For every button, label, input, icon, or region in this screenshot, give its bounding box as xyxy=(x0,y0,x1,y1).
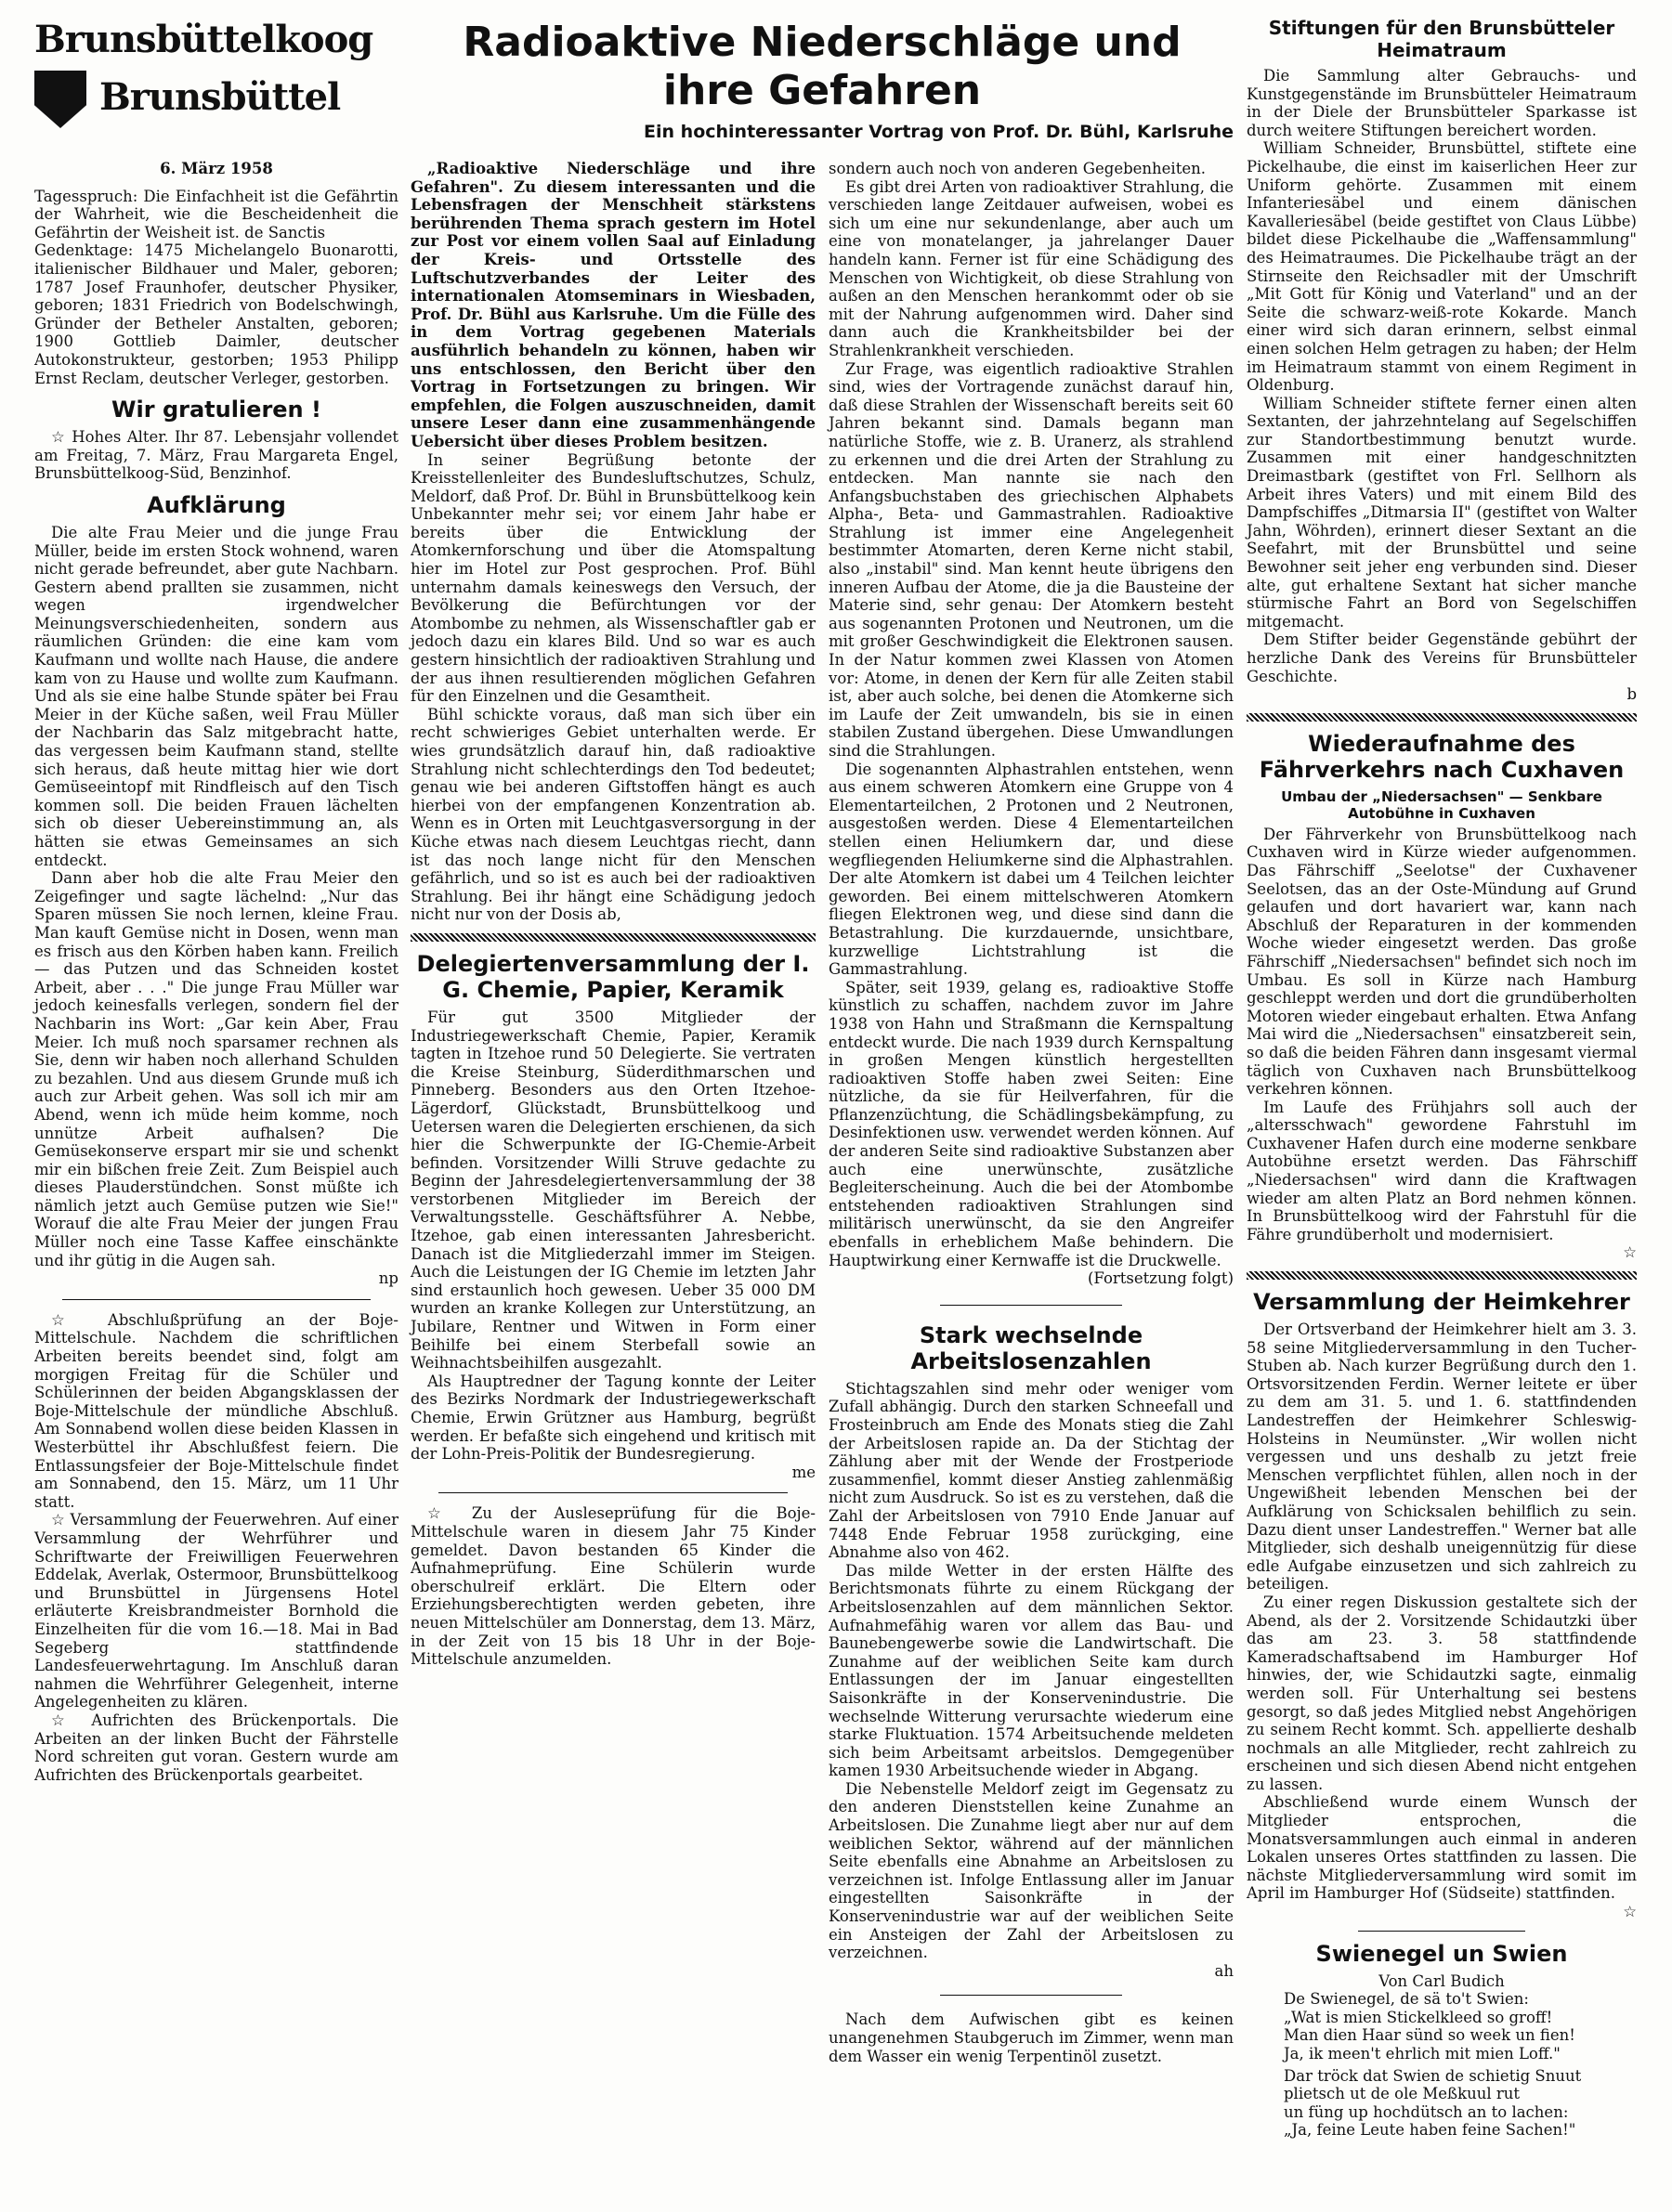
poem-line: De Swienegel, de sä to't Swien: xyxy=(1284,1990,1529,2009)
author-sign: np xyxy=(378,1269,398,1288)
paragraph: Es gibt drei Arten von radioaktiver Strahlung, die verschieden lange Zeitdauer aufweisen, wobei es sich um eine nur sekundenlange, aber auch um eine von monatelanger, ja jahrelanger Dauer handeln kann. Ferner ist für eine Schädigung des Menschen von Wichtigkeit, ob diese Strahlung von außen an den Menschen herankommt oder ob sie mit der Nahrung aufgenommen wird. Daher sind dann auch die Krankheitsbilder bei der Strahlenkrankheit verschieden. xyxy=(829,177,1234,359)
subheadline-radioaktive: Ein hochinteressanter Vortrag von Prof. Dr. Bühl, Karlsruhe xyxy=(644,122,1234,142)
gedenktage: Gedenktage: 1475 Michelangelo Buonarotti, italienischer Bildhauer und Maler, geboren; 1787 Josef Fraunhofer, deutscher Physiker, geboren; 1831 Friedrich von Bodelschwingh, Gründer der Betheler Anstalten, geboren; 1900 Gottlieb Daimler, deutscher Autokonstrukteur, gestorben; 1953 Philipp Ernst Reclam, deutscher Verleger, gestorben. xyxy=(34,241,398,387)
poem-line: „Ja, feine Leute haben feine Sachen!" xyxy=(1284,2121,1576,2140)
middle-columns xyxy=(411,160,1234,2065)
divider xyxy=(1247,1271,1637,1280)
headline-heimkehrer: Versammlung der Heimkehrer xyxy=(1253,1289,1630,1316)
poem-title: Swienegel un Swien xyxy=(1315,1940,1568,1967)
column-2 xyxy=(411,160,816,2065)
paragraph: Der Ortsverband der Heimkehrer hielt am 3. 3. 58 seine Mitgliederversammlung in den Tucher-Stuben ab. Nach kurzer Begrüßung durch den 1. Ortsvorsitzenden Ferdin. Werner leitete er über zu dem am 31. 5. und 1. 6. stattfindenden Landestreffen der Heimkehrer Schleswig-Holsteins in Neumünster. „Wir wollen nicht vergessen und uns deshalb zu jetzt freie Menschen verpflichtet fühlen, allen noch in der Ungewißheit lebenden Menschen bei der Aufklärung von Schicksalen behilflich zu sein. Dazu dient unser Landestreffen." Werner bat alle Mitglieder, sich deshalb uneigennützig für diese edle Aufgabe einzusetzen und sich zahlreich zu beteiligen. xyxy=(1247,1321,1637,1594)
paragraph: Bühl schickte voraus, daß man sich über ein recht schwieriges Gebiet unterhalten werde. Er wies grundsätzlich darauf hin, daß radioaktive Strahlung nicht schlechterdings den Tod bedeutet; genau wie bei anderen Giftstoffen hängt es auch hierbei von der empfangenen Konzentration ab. Wenn es in Orten mit Leuchtgasversorgung in der Küche etwas nach diesem Leuchtgas riecht, dann ist das noch lange nicht für den Menschen gefährlich, und so ist es auch bei der radioaktiven Strahlung. Bei ihr hängt eine Schädigung jedoch nicht nur von der Dosis ab, xyxy=(411,705,816,924)
continued-note: (Fortsetzung folgt) xyxy=(1088,1269,1234,1288)
paragraph: Die Nebenstelle Meldorf zeigt im Gegensatz zu den anderen Dienststellen keine Zunahme an Arbeitslosen. Die Zunahme liegt aber nur auf dem weiblichen Sektor, während auf der männlichen Seite ebenfalls eine Abnahme an Arbeitslosen zu verzeichnen ist. Infolge Entlassung aller im Januar eingestellten Saisonkräfte in der Konservenindustrie war auf der weiblichen Seite ein Ansteigen der Zahl der Arbeitslosen zu verzeichnen. xyxy=(829,1779,1234,1962)
local-note: ☆ Aufrichten des Brückenportals. Die Arbeiten an der linken Bucht der Fährstelle Nord schreiten gut voran. Gestern wurde am Aufrichten des Brückenportals gearbeitet. xyxy=(34,1711,398,1784)
poem xyxy=(1247,1990,1637,2140)
star-icon: ☆ xyxy=(1623,1903,1637,1921)
paragraph: William Schneider, Brunsbüttel, stiftete eine Pickelhaube, die einst im kaiserlichen Heer zur Uniform gehörte. Zusammen mit einem Infanteriesäbel und einem dänischen Kavalleriesäbel (beide gestiftet von Claus Lübbe) bildet diese Pickelhaube die „Waffensammlung" des Heimatraumes. Die Pickelhaube trägt an der Stirnseite den Reichsadler mit der Umschrift „Mit Gott für König und Vaterland" und an der Seite die schwarz-weiß-rote Kokarde. Manch einer wird sich daran erinnern, selbst einmal einen solchen Helm getragen zu haben; der Helm im Heimatraum stammt von einem Regiment in Oldenburg. xyxy=(1247,139,1637,395)
middle-section xyxy=(411,19,1234,2065)
paragraph: Zur Frage, was eigentlich radioaktive Strahlen sind, wies der Vortragende zunächst darauf hin, daß diese Strahlen der Wissenschaft bereits seit 60 Jahren bekannt sind. Damals begann man natürliche Stoffe, wie z. B. Uranerz, als strahlend zu erkennen und die drei Arten der Strahlung zu entdecken. Man nannte sie nach den Anfangsbuchstaben des griechischen Alphabets Alpha-, Beta- und Gammastrahlen. Radioaktive Strahlung ist immer eine Angelegenheit bestimmter Atomarten, deren Kerne nicht stabil, also „instabil" sind. Man kennt heute übrigens den inneren Aufbau der Atome, die ja die Bausteine der Materie sind, sehr genau: Der Atomkern besteht aus sogenannten Protonen und Neutronen, um die mit großer Geschwindigkeit die Elektronen sausen. In der Natur kommen zwei Klassen von Atomen vor: Atome, in denen der Kern für alle Zeiten stabil ist, aber auch solche, bei denen die Atomkerne sich im Laufe der Zeit umwandeln, bis sie in einen stabilen Zustand übergehen. Diese Umwandlungen sind die Strahlungen. xyxy=(829,359,1234,760)
column-3 xyxy=(829,160,1234,2065)
poem-line: Dar tröck dat Swien de schietig Snuut xyxy=(1284,2066,1582,2085)
column-4 xyxy=(1247,17,1637,2140)
poem-line: „Wat is mien Stickelkleed so groff! xyxy=(1284,2008,1553,2026)
paragraph: Für gut 3500 Mitglieder der Industriegewerkschaft Chemie, Papier, Keramik tagten in Itzehoe rund 50 Delegierte. Sie vertraten die Kreise Steinburg, Süderdithmarschen und Pinneberg. Besonders aus den Orten Itzehoe-Lägerdorf, Glückstadt, Brunsbüttelkoog und Uetersen waren die Delegierten erschienen, da sich hier die Schwerpunkte der IG-Chemie-Arbeit befinden. Vorsitzender Willi Struve gedachte zu Beginn der Jahresdelegiertenversammlung der 38 verstorbenen Mitglieder im Bereich der Verwaltungsstelle. Geschäftsführer A. Nebbe, Itzehoe, gab einen interessanten Jahresbericht. Danach ist die Mitgliederzahl immer im Steigen. Auch die Leistungen der IG Chemie im letzten Jahr sind erstaunlich hoch gewesen. Ueber 35 000 DM wurden an kranke Kollegen zur Unterstützung, an Jubilare, Rentner und Witwen in Form einer Beihilfe bei einem Sterbefall sowie an Weihnachtsbeihilfen ausgezahlt. xyxy=(411,1008,816,1373)
paragraph: William Schneider stiftete ferner einen alten Sextanten, der jahrzehntelang auf Segelschiffen zur Standortbestimmung benutzt wurde. Zusammen mit einer handgeschnitzten Dreimastbark (gestiftet von Frl. Sellhorn als Arbeit ihres Vaters) und mit einem Bild des Dampfschiffes „Ditmarsia II" (gestiftet von Walter Jahn, Wöhrden), erinnert dieser Sextant an die Seefahrt, mit der Brunsbüttel und seine Bewohner seit jeher eng verbunden sind. Dieser alte, gut erhaltene Sextant hat sicher manche stürmische Fahrt an Bord von Segelschiffen mitgemacht. xyxy=(1247,394,1637,631)
headline-aufklaerung: Aufklärung xyxy=(147,491,286,518)
headline-gratulieren: Wir gratulieren ! xyxy=(111,397,321,423)
paragraph: Als Hauptredner der Tagung konnte der Leiter des Bezirks Nordmark der Industriegewerkschaft Chemie, Erwin Grützner aus Hamburg, begrüßt werden. Er befaßte sich eingehend und kritisch mit der Lohn-Preis-Politik der Bundesregierung. xyxy=(411,1372,816,1464)
headline-stiftungen: Stiftungen für den Brunsbütteler Heimatraum xyxy=(1268,17,1615,61)
tagesspruch: Tagesspruch: Die Einfachheit ist die Gefährtin der Wahrheit, wie die Bescheidenheit die Gefährtin der Weisheit ist. de Sanctis xyxy=(34,187,398,241)
paragraph: Zu einer regen Diskussion gestaltete sich der Abend, als der 2. Vorsitzende Schidautzki über das am 23. 3. 58 stattfindende Kameradschaftsabend im Hamburger Hof hinwies, der, wie Schidautzki sagte, einmalig werden soll. Für Unterhaltung sei bestens gesorgt, so daß jedes Mitglied nebst Angehörigen zu seinem Recht kommt. Sch. appellierte deshalb nochmals an alle Mitglieder, recht zahlreich zu erscheinen und sich diesen Abend nicht entgehen zu lassen. xyxy=(1247,1593,1637,1793)
local-note: ☆ Versammlung der Feuerwehren. Auf einer Versammlung der Wehrführer und Schriftwarte der Freiwilligen Feuerwehren Eddelak, Averlak, Ostermoor, Brunsbüttelkoog und Brunsbüttel in Jürgensens Hotel erläuterte Kreisbrandmeister Bornhold die Einzelheiten für die vom 16.—18. Mai in Bad Segeberg stattfindende Landesfeuerwehrtagung. Im Anschluß daran nahmen die Wehrführer Gelegenheit, interne Angelegenheiten zu klären. xyxy=(34,1511,398,1711)
column-local xyxy=(34,0,398,1784)
paragraph: Dem Stifter beider Gegenstände gebührt der herzliche Dank des Vereins für Brunsbütteler Geschichte. xyxy=(1247,631,1637,685)
divider xyxy=(1247,713,1637,722)
article-lead: „Radioaktive Niederschläge und ihre Gefahren". Zu diesem interessanten und die Lebensfragen der Menschheit stärkstens berührenden Thema sprach gestern im Hotel zur Post vor einem vollen Saal auf Einladung der Kreis- und Ortsstelle des Luftschutzverbandes der Leiter des internationalen Atomseminars in Wiesbaden, Prof. Dr. Bühl aus Karlsruhe. Um die Fülle des in dem Vortrag gegebenen Materials ausführlich behandeln zu können, haben wir uns entschlossen, den Bericht über den Vortrag in Fortsetzungen zu bringen. Wir empfehlen, die Folgen auszuschneiden, damit unsere Leser dann eine zusammenhängende Uebersicht über dieses Problem besitzen. xyxy=(411,160,816,450)
divider xyxy=(411,933,816,942)
paragraph: Der Fährverkehr von Brunsbüttelkoog nach Cuxhaven wird in Kürze wieder aufgenommen. Das Fährschiff „Seelotse" der Cuxhavener Seelotsen, das an der Oste-Mündung auf Grund gelaufen und dort havariert war, kann nach Abschluß der Reparaturen in der kommenden Woche wieder eingesetzt werden. Das große Fährschiff „Niedersachsen" befindet sich noch im Umbau. Es soll in Kürze nach Hamburg geschleppt werden und dort die grundüberholten Motoren wieder eingebaut erhalten. Etwa Anfang Mai wird die „Niedersachsen" einsatzbereit sein, so daß die beiden Fähren dann insgesamt viermal täglich von Cuxhaven nach Brunsbüttelkoog verkehren können. xyxy=(1247,825,1637,1099)
tip-note: Nach dem Aufwischen gibt es keinen unangenehmen Staubgeruch im Zimmer, wenn man dem Wasser ein wenig Terpentinöl zusetzt. xyxy=(829,2010,1234,2065)
paragraph: Später, seit 1939, gelang es, radioaktive Stoffe künstlich zu schaffen, nachdem zuvor im Jahre 1938 von Hahn und Straßmann die Kernspaltung entdeckt wurde. Die nach 1939 durch Kernspaltung in großen Mengen künstlich hergestellten radioaktiven Stoffe haben zwei Seiten: Eine nützliche, da sie für Heilverfahren, für die Pflanzenzüchtung, die Schädlingsbekämpfung, zu Desinfektionen usw. verwendet werden können. Auf der anderen Seite sind radioaktive Substanzen aber auch eine unerwünschte, zusätzliche Begleiterscheinung. Auch die bei der Atombombe entstehenden radioaktiven Strahlungen sind militärisch unerwünscht, da sie den Angreifer ebenfalls in erheblichem Maße behindern. Die Hauptwirkung einer Kernwaffe ist die Druckwelle. xyxy=(829,978,1234,1269)
paragraph: Stichtagszahlen sind mehr oder weniger vom Zufall abhängig. Durch den starken Schneefall und Frosteinbruch am Ende des Monats stieg die Zahl der Arbeitslosen rapide an. Da der Stichtag der Zählung aber mit der Wende der Frostperiode zusammenfiel, kommt dieser Anstieg zahlenmäßig nicht zum Ausdruck. So ist es zu verstehen, daß die Zahl der Arbeitslosen von 7910 Ende Januar auf 7448 Ende Februar 1958 zurückging, eine Abnahme also von 462. xyxy=(829,1379,1234,1562)
paragraph: Abschließend wurde einem Wunsch der Mitglieder entsprochen, die Monatsversammlungen auch einmal in anderen Lokalen unseres Ortes stattfinden zu lassen. Die nächste Mitgliederversammlung wird somit im April im Hamburger Hof (Südseite) stattfinden. xyxy=(1247,1793,1637,1903)
poem-author: Von Carl Budich xyxy=(1378,1971,1505,1990)
divider xyxy=(1358,1931,1525,1932)
author-sign: me xyxy=(791,1463,816,1481)
poem-line: Man dien Haar sünd so week un fien! xyxy=(1284,2026,1575,2045)
divider xyxy=(438,1492,788,1493)
author-sign: ah xyxy=(1214,1961,1234,1980)
subheadline-faehrverkehr: Umbau der „Niedersachsen" — Senkbare Autobühne in Cuxhaven xyxy=(1281,787,1602,822)
masthead-line1: Brunsbüttelkoog xyxy=(34,18,373,61)
paragraph: Die alte Frau Meier und die junge Frau Müller, beide im ersten Stock wohnend, waren nicht gerade befreundet, aber gute Nachbarn. Gestern abend prallten sie zusammen, nicht wegen irgendwelcher Meinungsverschiedenheiten, sondern aus räumlichen Gründen: die eine kam vom Kaufmann und wollte nach Hause, die andere kam von zu Hause und wollte zum Kaufmann. Und als sie eine halbe Stunde später bei Frau Meier in der Küche saßen, weil Frau Müller der Nachbarin das Salz mitgebracht hatte, das vergessen beim Kaufmann stand, stellte sich heraus, daß heute mittag hier wie dort Gemüseeintopf mit Rindfleisch auf den Tisch kommen soll. Die beiden Frauen lächelten sich ob dieser Uebereinstimmung an, als hätten sie etwas Gemeinsames an sich entdeckt. xyxy=(34,523,398,869)
coat-of-arms-icon xyxy=(34,71,86,128)
local-note: ☆ Abschlußprüfung an der Boje-Mittelschule. Nachdem die schriftlichen Arbeiten bereits beendet sind, folgt am morgigen Freitag für die Schüler und Schülerinnen der beiden Abgangsklassen der Boje-Mittelschule der mündliche Abschluß. Am Sonnabend wollen diese beiden Klassen in Westerbüttel ihr Abschlußfest feiern. Die Entlassungsfeier der Boje-Mittelschule findet am Sonnabend, den 15. März, um 11 Uhr statt. xyxy=(34,1310,398,1511)
headline-radioaktive: Radioaktive Niederschläge und ihre Gefahren xyxy=(463,19,1182,114)
divider xyxy=(940,1995,1122,1996)
headline-arbeitslosen: Stark wechselnde Arbeitslosenzahlen xyxy=(910,1321,1152,1374)
masthead xyxy=(34,17,398,137)
paragraph: Das milde Wetter in der ersten Hälfte des Berichtsmonats führte zu einem Rückgang der Arbeitslosenzahlen auf dem männlichen Sektor. Aufnahmefähig waren vor allem das Bau- und Baunebengewerbe sowie die Landwirtschaft. Die Zunahme auf der weiblichen Seite kam durch Entlassungen der im Januar eingestellten Saisonkräfte in der Konservenindustrie. Die wechselnde Witterung verursachte wiederum eine starke Fluktuation. 1574 Arbeitsuchende meldeten sich beim Arbeitsamt arbeitslos. Demgegenüber kamen 1930 Arbeitsuchende wieder in Abgang. xyxy=(829,1561,1234,1780)
poem-line: plietsch ut de ole Meßkuul rut xyxy=(1284,2085,1520,2103)
author-sign: b xyxy=(1626,685,1637,704)
poem-line: un füng up hochdütsch an to lachen: xyxy=(1284,2102,1569,2121)
local-note: ☆ Zu der Ausleseprüfung für die Boje-Mittelschule waren in diesem Jahr 75 Kinder gemeldet. Davon bestanden 65 Kinder die Aufnahmeprüfung. Eine Schülerin wurde oberschulreif erklärt. Die Eltern oder Erziehungsberechtigten werden gebeten, ihre neuen Mittelschüler am Donnerstag, dem 13. März, in der Zeit von 15 bis 18 Uhr in der Boje-Mittelschule anzumelden. xyxy=(411,1504,816,1669)
masthead-line2: Brunsbüttel xyxy=(99,75,341,119)
star-icon: ☆ xyxy=(1623,1243,1637,1262)
paragraph: In seiner Begrüßung betonte der Kreisstellenleiter des Bundesluftschutzes, Schulz, Meldorf, daß Prof. Dr. Bühl in Brunsbüttelkoog kein Unbekannter mehr sei; vor einem Jahr habe er bereits über die Entwicklung der Atomkernforschung und über die Atomspaltung hier im Hotel zur Post gesprochen. Prof. Bühl unternahm damals keineswegs den Versuch, der Bevölkerung die Befürchtungen vor der Atombombe zu nehmen, als Wissenschaftler gab er jedoch dazu ein klares Bild. Und so war es auch gestern hinsichtlich der radioaktiven Strahlung und der aus ihnen resultierenden möglichen Gefahren für den Einzelnen und die Gesamtheit. xyxy=(411,450,816,706)
poem-line: Ja, ik meen't ehrlich mit mien Loff." xyxy=(1284,2045,1561,2062)
paragraph: Die Sammlung alter Gebrauchs- und Kunstgegenstände im Brunsbütteler Heimatraum in der Diele der Brunsbütteler Sparkasse ist durch weitere Stiftungen bereichert worden. xyxy=(1247,67,1637,139)
divider xyxy=(940,1305,1122,1306)
headline-delegierten: Delegiertenversammlung der I. G. Chemie, Papier, Keramik xyxy=(416,950,810,1003)
paragraph: Die sogenannten Alphastrahlen entstehen, wenn aus einem schweren Atomkern eine Gruppe von 4 Elementarteilchen, 2 Protonen und 2 Neutronen, ausgestoßen werden. Diese 4 Elementarteilchen stellen einen Heliumkern dar, und diese wegfliegenden Heliumkerne sind die Alphastrahlen. Der alte Atomkern ist dabei um 4 Teilchen leichter geworden. Bei einem mittelschweren Atomkern fliegen Elektronen weg, und diese sind dann die Betastrahlung. Die kurzdauernde, unsichtbare, kurzwellige Lichtstrahlung ist die Gammastrahlung. xyxy=(829,760,1234,979)
radio-header xyxy=(411,19,1234,143)
paragraph: Dann aber hob die alte Frau Meier den Zeigefinger und sagte lächelnd: „Nur das Sparen müssen Sie noch lernen, kleine Frau. Man kauft Gemüse nicht in Dosen, wenn man es frisch aus den Körben haben kann. Freilich — das Putzen und das Schneiden kostet Arbeit, aber . . ." Die junge Frau Müller war jedoch keinesfalls verlegen, sondern fiel der Nachbarin ins Wort: „Gar kein Aber, Frau Meier. Ich muß noch sparsamer rechnen als Sie, denn wir haben noch allerhand Schulden zu bezahlen. Und aus diesem Grunde muß ich auch zur Arbeit gehen. Was soll ich mir am Abend, wenn ich müde heim komme, noch unnütze Arbeit aufhalsen? Die Gemüsekonserve erspart mir sie und schenkt mir ein bißchen freie Zeit. Zum Beispiel auch dieses Plauderstündchen. Sonst müßte ich nämlich jetzt auch Gemüse putzen wie Sie!" Worauf die alte Frau Meier der jungen Frau Müller noch eine Tasse Kaffee einschänkte und ihr gütig in die Augen sah. xyxy=(34,869,398,1269)
headline-faehrverkehr: Wiederaufnahme des Fährverkehrs nach Cuxhaven xyxy=(1259,730,1625,783)
paragraph: Im Laufe des Frühjahrs soll auch der „altersschwach" gewordene Fahrstuhl im Cuxhavener Hafen durch eine moderne senkbare Autobühne ersetzt werden. Das Fährschiff „Niedersachsen" wird dann die Kraftwagen wieder am alten Platz an Bord nehmen können. In Brunsbüttelkoog wird der Fahrstuhl für die Fähre grundüberholt und modernisiert. xyxy=(1247,1098,1637,1243)
paragraph: sondern auch noch von anderen Gegebenheiten. xyxy=(829,160,1206,177)
birthday-note: ☆ Hohes Alter. Ihr 87. Lebensjahr vollendet am Freitag, 7. März, Frau Margareta Engel, Brunsbüttelkoog-Süd, Benzinhof. xyxy=(34,428,398,483)
divider xyxy=(62,1299,371,1300)
date: 6. März 1958 xyxy=(160,160,273,177)
